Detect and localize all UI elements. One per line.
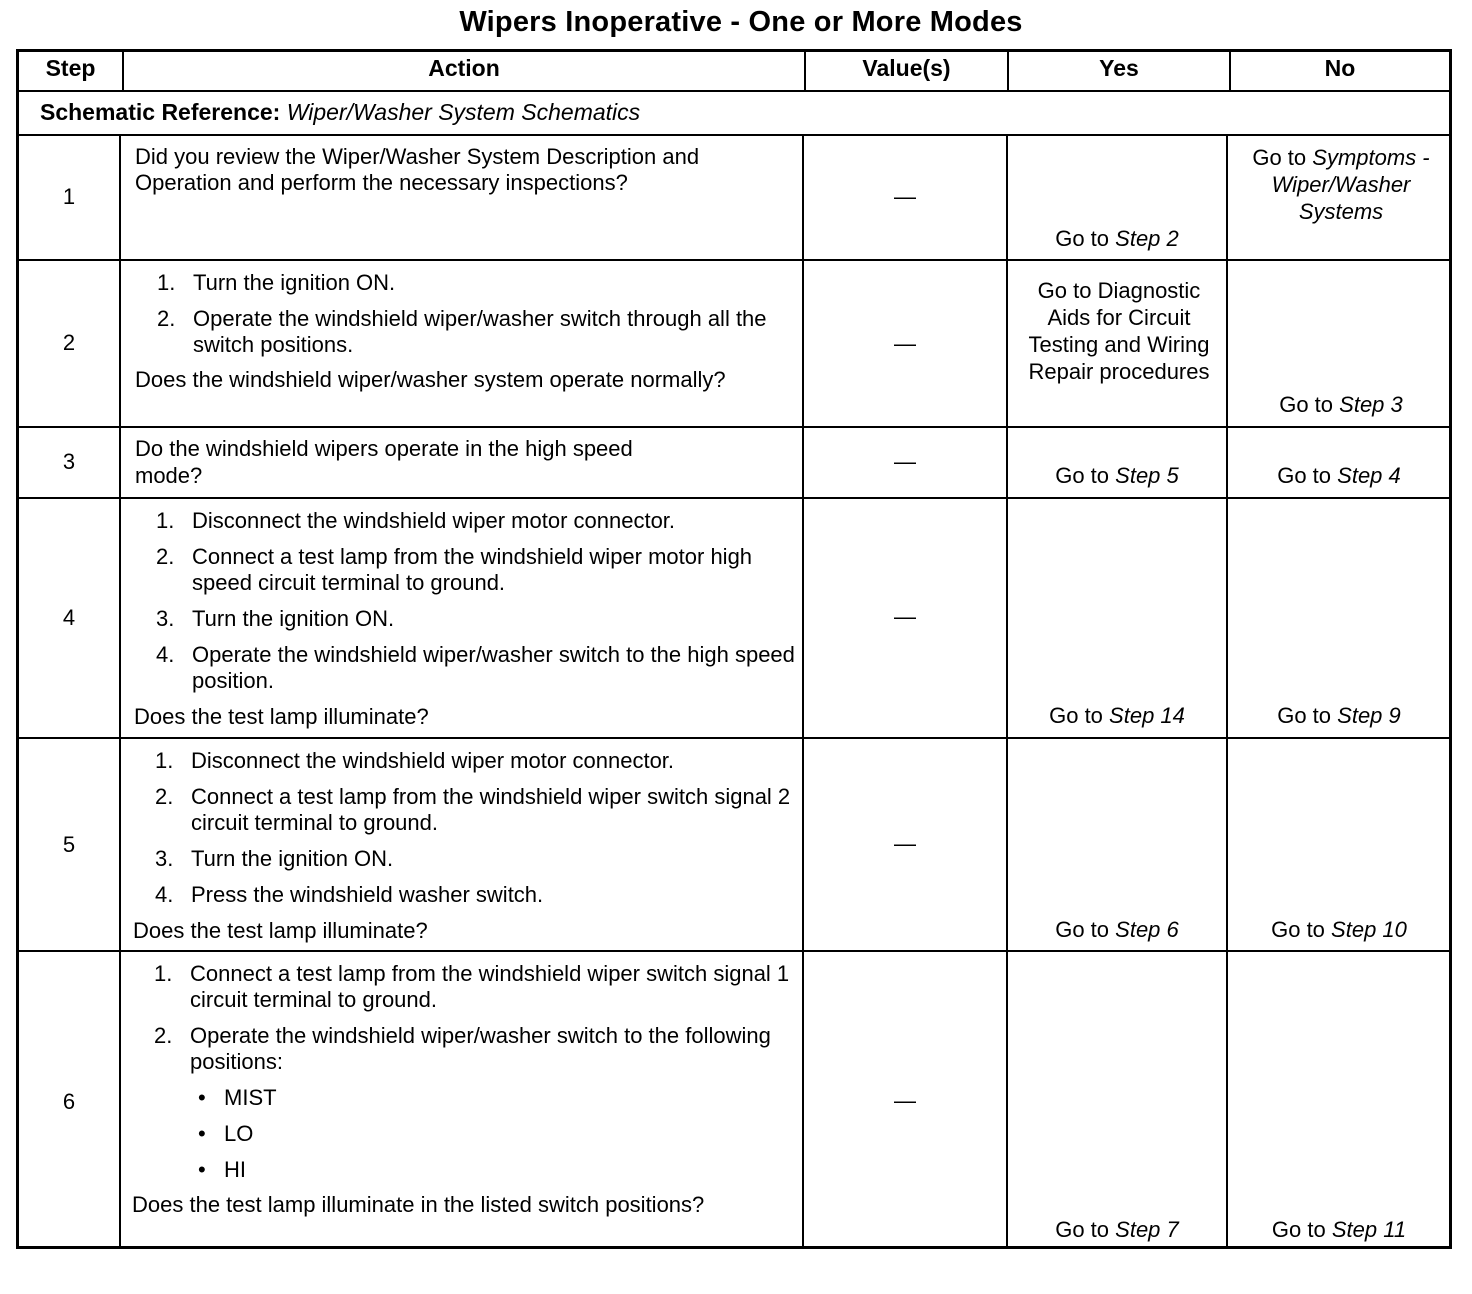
action-step: 4. Press the windshield washer switch.	[155, 882, 544, 907]
action-step: 4. Operate the windshield wiper/washer switch to the high speed position.	[156, 642, 795, 693]
switch-position: • MIST	[198, 1085, 277, 1110]
no-result	[1232, 392, 1450, 418]
col-rule-yes	[1226, 134, 1228, 1249]
action-steps	[134, 508, 798, 694]
yes-result	[1008, 917, 1226, 943]
yes-result	[1008, 703, 1226, 729]
yes-prefix: Go to	[1055, 1217, 1110, 1242]
col-rule-action	[802, 134, 804, 1249]
yes-link[interactable]: Step 7	[1115, 1217, 1179, 1242]
diagnostic-table	[16, 49, 1452, 1249]
action-step: 1. Disconnect the windshield wiper motor connector.	[155, 748, 675, 773]
yes-prefix: Go to	[1055, 917, 1110, 942]
action-steps	[135, 270, 797, 358]
no-prefix: Go to	[1277, 463, 1332, 488]
yes-prefix: Go to	[1055, 226, 1110, 251]
action-question: Does the test lamp illuminate in the listed switch positions?	[132, 1192, 705, 1217]
header-action: Action	[428, 55, 500, 81]
step-number: 6	[62, 1089, 76, 1114]
action-step: 1. Connect a test lamp from the windshield wiper switch signal 1 circuit terminal to ground.	[154, 961, 790, 1012]
action-step: 2. Operate the windshield wiper/washer switch to the following positions:	[154, 1023, 771, 1074]
switch-position: • LO	[198, 1121, 254, 1146]
switch-positions	[132, 1085, 800, 1183]
rule-row-1	[16, 259, 1452, 261]
action-step: 2. Connect a test lamp from the windshield wiper switch signal 2 circuit terminal to ground.	[155, 784, 791, 835]
yes-link[interactable]: Step 14	[1109, 703, 1185, 728]
action-step: 1. Disconnect the windshield wiper motor connector.	[156, 508, 676, 533]
value-dash: —	[894, 1088, 916, 1113]
no-prefix: Go to	[1271, 917, 1325, 942]
no-link[interactable]: Step 9	[1337, 703, 1401, 728]
header-values: Value(s)	[862, 55, 951, 81]
no-result	[1232, 144, 1450, 225]
rule-schematic	[16, 134, 1452, 136]
action-step: 1. Turn the ignition ON.	[157, 270, 396, 295]
action-question: Does the test lamp illuminate?	[133, 918, 428, 943]
yes-link[interactable]: Step 6	[1115, 917, 1179, 942]
action-steps	[133, 748, 801, 908]
col-rule-value	[1006, 134, 1008, 1249]
col-rule-step	[119, 134, 121, 1249]
no-link[interactable]: Step 3	[1339, 392, 1403, 417]
header-step: Step	[45, 55, 96, 81]
action-text	[135, 144, 795, 196]
step-number: 1	[62, 184, 76, 209]
header-yes: Yes	[1099, 55, 1139, 81]
action-text	[133, 748, 801, 944]
no-link[interactable]: Symptoms - Wiper/Washer Systems	[1271, 145, 1430, 224]
page-title: Wipers Inoperative - One or More Modes	[459, 6, 1023, 38]
no-result	[1228, 1217, 1450, 1243]
no-prefix: Go to	[1271, 1217, 1326, 1242]
no-link[interactable]: Step 10	[1331, 917, 1407, 942]
no-prefix: Go to	[1252, 145, 1307, 170]
action-text	[135, 435, 675, 489]
value-dash: —	[894, 331, 916, 356]
yes-result	[1008, 463, 1226, 489]
no-result	[1228, 703, 1450, 729]
step-number: 3	[62, 449, 76, 474]
no-prefix: Go to	[1279, 392, 1334, 417]
value-dash: —	[894, 449, 916, 474]
action-step: 3. Turn the ignition ON.	[156, 606, 395, 631]
action-text	[132, 961, 800, 1217]
value-dash: —	[894, 604, 916, 629]
rule-header	[16, 90, 1452, 92]
yes-link[interactable]: Step 5	[1115, 463, 1179, 488]
no-result	[1228, 917, 1450, 943]
rule-row-2	[16, 426, 1452, 428]
header-no: No	[1324, 55, 1356, 81]
step-number: 5	[62, 832, 76, 857]
action-question: Does the test lamp illuminate?	[134, 704, 429, 729]
schematic-label: Schematic Reference:	[40, 99, 281, 125]
action-text	[134, 508, 798, 730]
no-prefix: Go to	[1277, 703, 1332, 728]
no-link[interactable]: Step 11	[1331, 1217, 1407, 1242]
switch-position: • HI	[198, 1157, 246, 1182]
action-question: Did you review the Wiper/Washer System Description and Operation and perform the necessary inspections?	[135, 144, 700, 195]
no-result	[1228, 463, 1450, 489]
yes-result[interactable]: Go to Diagnostic Aids for Circuit Testing and Wiring Repair procedures	[1028, 278, 1210, 384]
step-number: 4	[62, 605, 76, 630]
rule-row-4	[16, 737, 1452, 739]
action-step: 3. Turn the ignition ON.	[155, 846, 394, 871]
yes-result	[1008, 226, 1226, 252]
rule-row-5	[16, 950, 1452, 952]
schematic-link[interactable]: Wiper/Washer System Schematics	[286, 99, 641, 125]
schematic-reference	[40, 99, 640, 125]
action-question: Does the windshield wiper/washer system operate normally?	[135, 367, 726, 392]
yes-prefix: Go to	[1055, 463, 1110, 488]
action-steps	[132, 961, 800, 1075]
action-text	[135, 270, 797, 392]
action-step: 2. Operate the windshield wiper/washer switch through all the switch positions.	[157, 306, 767, 357]
yes-prefix: Go to	[1049, 703, 1103, 728]
yes-link[interactable]: Step 2	[1115, 226, 1179, 251]
value-dash: —	[894, 184, 916, 209]
yes-result	[1008, 1217, 1226, 1243]
action-step: 2. Connect a test lamp from the windshield wiper motor high speed circuit terminal to ground.	[156, 544, 753, 595]
action-question: Do the windshield wipers operate in the high speed mode?	[135, 436, 633, 488]
rule-row-3	[16, 497, 1452, 499]
step-number: 2	[62, 330, 76, 355]
value-dash: —	[894, 831, 916, 856]
no-link[interactable]: Step 4	[1337, 463, 1401, 488]
